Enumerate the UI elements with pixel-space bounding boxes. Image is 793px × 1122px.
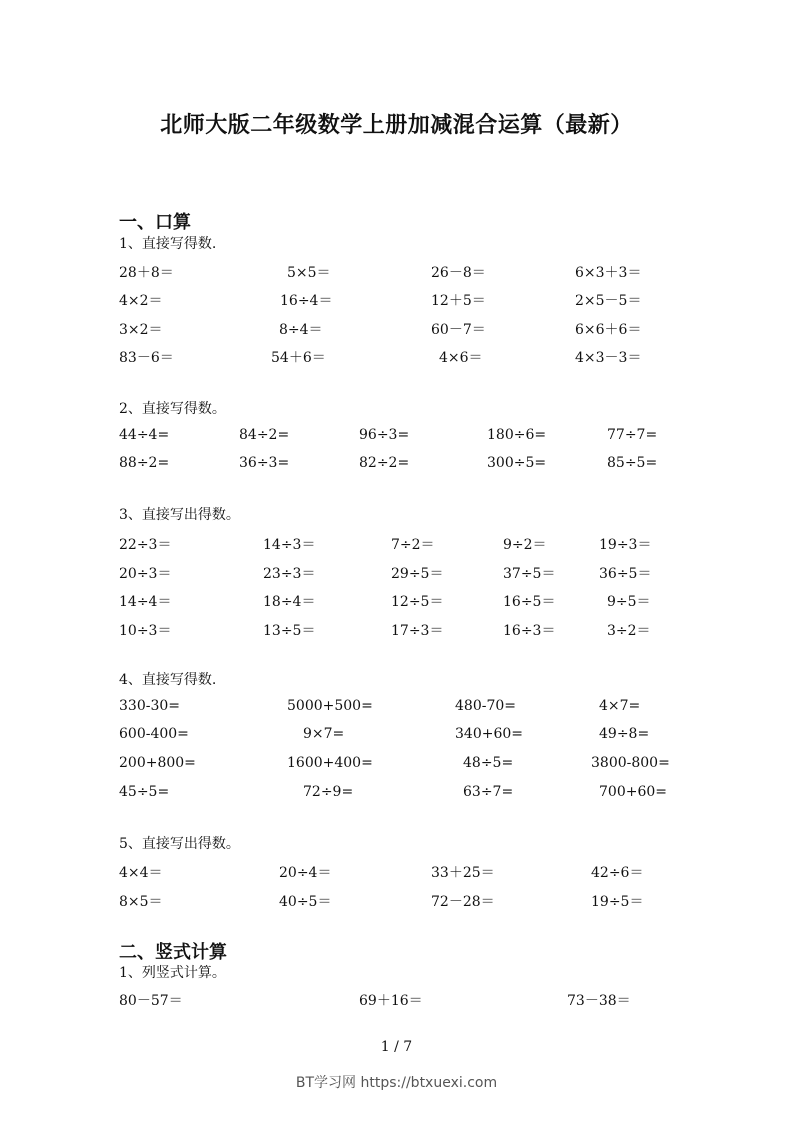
expression: 480-70= (455, 698, 516, 714)
expression: 69＋16＝ (359, 993, 423, 1009)
expression: 4×4＝ (119, 865, 163, 881)
expression: 18÷4＝ (263, 594, 316, 610)
part-4-label: 4、直接写得数. (119, 672, 217, 688)
expression: 36÷3= (239, 455, 290, 471)
expression: 96÷3= (359, 427, 410, 443)
expression: 13÷5＝ (263, 623, 316, 639)
expression: 600-400= (119, 726, 189, 742)
part-6-label: 1、列竖式计算。 (119, 965, 226, 981)
expression: 17÷3＝ (391, 623, 444, 639)
expression: 26－8＝ (431, 265, 486, 281)
part-2-label: 2、直接写得数。 (119, 401, 226, 417)
expression: 80－57＝ (119, 993, 183, 1009)
expression: 49÷8= (599, 726, 650, 742)
expression: 84÷2= (239, 427, 290, 443)
expression: 4×7= (599, 698, 641, 714)
section-heading-vertical: 二、竖式计算 (119, 942, 227, 963)
expression: 9×7= (303, 726, 345, 742)
expression: 42÷6＝ (591, 865, 644, 881)
expression: 54＋6＝ (271, 350, 326, 366)
expression: 180÷6= (487, 427, 547, 443)
expression: 10÷3＝ (119, 623, 172, 639)
expression: 88÷2= (119, 455, 170, 471)
expression: 3800-800= (591, 755, 670, 771)
expression: 330-30= (119, 698, 180, 714)
expression: 6×3＋3＝ (575, 265, 642, 281)
expression: 300÷5= (487, 455, 547, 471)
expression: 83－6＝ (119, 350, 174, 366)
expression: 5000+500= (287, 698, 373, 714)
expression: 19÷3＝ (599, 537, 652, 553)
expression: 77÷7= (607, 427, 658, 443)
expression: 60－7＝ (431, 322, 486, 338)
expression: 44÷4= (119, 427, 170, 443)
section-heading-oral: 一、口算 (119, 212, 191, 233)
expression: 22÷3＝ (119, 537, 172, 553)
expression: 73－38＝ (567, 993, 631, 1009)
page-title: 北师大版二年级数学上册加减混合运算（最新） (160, 112, 633, 138)
expression: 9÷2＝ (503, 537, 547, 553)
expression: 9÷5＝ (607, 594, 651, 610)
expression: 4×6＝ (439, 350, 483, 366)
expression: 14÷3＝ (263, 537, 316, 553)
expression: 48÷5= (463, 755, 514, 771)
expression: 72－28＝ (431, 894, 495, 910)
expression: 29÷5＝ (391, 566, 444, 582)
expression: 45÷5= (119, 784, 170, 800)
expression: 19÷5＝ (591, 894, 644, 910)
expression: 23÷3＝ (263, 566, 316, 582)
expression: 72÷9= (303, 784, 354, 800)
expression: 40÷5＝ (279, 894, 332, 910)
expression: 28＋8＝ (119, 265, 174, 281)
expression: 16÷5＝ (503, 594, 556, 610)
expression: 8÷4＝ (279, 322, 323, 338)
expression: 20÷3＝ (119, 566, 172, 582)
expression: 2×5－5＝ (575, 293, 642, 309)
expression: 3÷2＝ (607, 623, 651, 639)
expression: 5×5＝ (287, 265, 331, 281)
expression: 82÷2= (359, 455, 410, 471)
expression: 16÷4＝ (280, 293, 333, 309)
expression: 33＋25＝ (431, 865, 495, 881)
expression: 37÷5＝ (503, 566, 556, 582)
expression: 340+60= (455, 726, 523, 742)
expression: 16÷3＝ (503, 623, 556, 639)
expression: 7÷2＝ (391, 537, 435, 553)
expression: 63÷7= (463, 784, 514, 800)
expression: 12＋5＝ (431, 293, 486, 309)
part-5-label: 5、直接写出得数。 (119, 836, 240, 852)
expression: 4×3－3＝ (575, 350, 642, 366)
expression: 1600+400= (287, 755, 373, 771)
part-1-label: 1、直接写得数. (119, 236, 217, 252)
site-watermark[interactable]: BT学习网 https://btxuexi.com (295, 1075, 498, 1091)
expression: 14÷4＝ (119, 594, 172, 610)
part-3-label: 3、直接写出得数。 (119, 507, 240, 523)
expression: 12÷5＝ (391, 594, 444, 610)
expression: 200+800= (119, 755, 196, 771)
expression: 85÷5= (607, 455, 658, 471)
expression: 700+60= (599, 784, 667, 800)
expression: 20÷4＝ (279, 865, 332, 881)
expression: 8×5＝ (119, 894, 163, 910)
expression: 6×6＋6＝ (575, 322, 642, 338)
expression: 4×2＝ (119, 293, 163, 309)
expression: 36÷5＝ (599, 566, 652, 582)
expression: 3×2＝ (119, 322, 163, 338)
page-number: 1 / 7 (380, 1039, 413, 1055)
